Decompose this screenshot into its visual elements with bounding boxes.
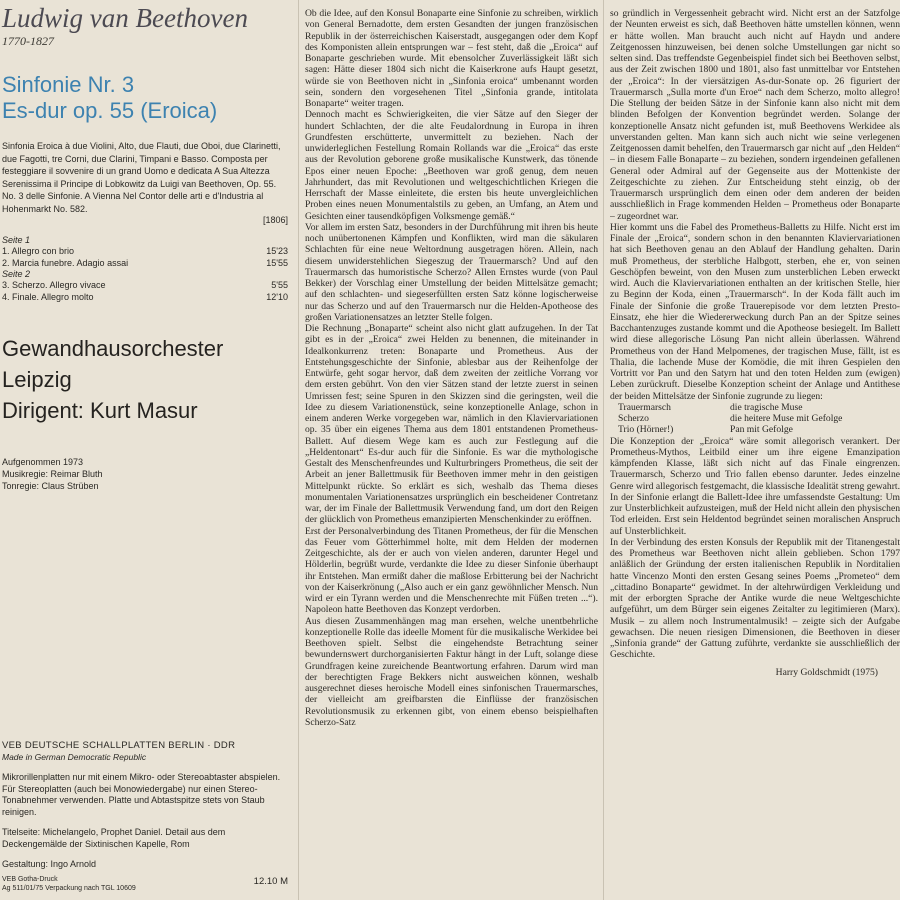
- paragraph: Dennoch macht es Schwierigkeiten, die vier Sätze auf den Sieger der hundert Schlachten, der die alte Feudalordnung in Europa in ihren Grundfesten erschütterte, unvermittelt zu beziehen. Nach der unwiderleglichen Festellung Romain Rollands war die „Eroica“ das erste aus der Revolution geborene große musikalische Kunstwerk, das tönende Epos einer neuen Epoche: „Beethoven war groß genug, dem neuen Jahrhundert, das mit Revolutionen und weltgeschichtlichen Kriegen die Herrschaft der Masse einleitete, die ersten bis heute unvergleichlichen Proben eines neuen Monumentalstils zu geben, an Umfang, an Atem und Gesichten einer tausendköpfigen Volksmenge gemäß.“: [305, 109, 598, 222]
- liner-notes-part-1: [305, 8, 598, 728]
- publication-year: [1806]: [262, 215, 288, 225]
- paragraph: Hier kommt uns die Fabel des Prometheus-Balletts zu Hilfe. Nicht erst im Finale der „Eroica“, sondern schon in den benannten Klaviervariationen hat sich Beethoven genau an den Ablauf der Handlung gehalten. Darin muß Prometheus, der sterbliche Halbgott, sterben, ehe er, von seinen Geschöpfen beweint, von den Musen zum unsterblichen Leben erweckt wird. Auch die Klaviervariationen enthalten an der kritischen Stelle, hier zu Beginn der Koda, einen „Trauermarsch“. In der Koda fällt auch im Finale der Sinfonie die große Trauerepisode vor dem letzten Presto-Einsatz, ehe hier die Wiedererweckung durch Pan an der Spitze seines Bacchantenzuges zustande kommt und die Apotheose besiegelt. Im Ballett wird diese allegorische Lösung Pan nicht allein überlassen. Während Prometheus von der Hand Melpomenes, der tragischen Muse, fällt, ist es Thalia, die lachende Muse der Komödie, die mit ihren Gespielen den Vortritt vor Pan und den Satyrn hat und den toten Helden zum (ewigen) Leben zurückruft. Dieselbe Konzeption scheint der Anlage und Antithese der beiden Mittelsätze der Sinfonie zugrunde zu liegen:: [610, 221, 900, 402]
- credit-line: Aufgenommen 1973: [2, 457, 84, 467]
- paragraph: Die Konzeption der „Eroica“ wäre somit allegorisch verankert. Der Prometheus-Mythos, Leitbild einer um ihre eigene Emanzipation kämpfenden Klasse, läßt sich nicht auf das Finale eingrenzen. Trauermarsch, Scherzo und Trio fallen ebenso darunter. Jedes einzelne Genre wird allegorisch festgemacht, die klassische Idealität streng gewahrt. In der Sinfonie erlangt die Ballett-Idee ihre umfassendste Gestaltung: Um zur Unsterblichkeit aufzusteigen, muß der Held nicht allein den physischen Tod erleiden. Erst sein Heldentod begründet seinen moralischen Anspruch auf Unsterblichkeit.: [610, 435, 900, 537]
- track-row: [2, 246, 288, 258]
- column-divider: [298, 0, 299, 900]
- catalog-number: 12.10 M: [253, 876, 288, 887]
- side-1-label: Seite 1: [2, 235, 31, 245]
- track-duration: 15'55: [266, 257, 288, 268]
- track-duration: 5'55: [271, 280, 288, 290]
- printer: VEB Gotha-Druck: [2, 876, 58, 883]
- cover-image-credit: Titelseite: Michelangelo, Prophet Daniel. Detail aus dem Deckengemälde der Sixtinischen Kapelle, Rom: [2, 827, 226, 849]
- performers: [2, 333, 292, 426]
- track-title: 4. Finale. Allegro molto: [2, 291, 94, 302]
- paragraph: Erst der Personalverbindung des Titanen Prometheus, der für die Menschen das Feuer vom Götterhimmel holte, mit dem Helden der modernen Zeitgeschichte, als der er auch von vielen anderen, darunter Hegel und Hölderlin, begrüßt wurde, verdankte die Idee zu dieser Sinfonie überhaupt ihr Entstehen. Man ermißt daher die maßlose Erbitterung bei der Nachricht von der Kaiserkrönung („Also auch er ein ganz gewöhnlicher Mensch. Nun wird er ein Tyrann werden und die Menschenrechte mit Füßen treten ...“). Napoleon hatte Beethoven das Konzept verdorben.: [305, 525, 598, 616]
- design-credit: Gestaltung: Ingo Arnold: [2, 859, 97, 869]
- record-company: VEB DEUTSCHE SCHALLPLATTEN BERLIN · DDR: [2, 740, 236, 751]
- paragraph: Aus diesen Zusammenhängen mag man ersehen, welche unentbehrliche konzeptionelle Rolle das ideelle Moment für die musikalische Werkidee bei Beethoven spielt. Selbst die eingehendste Betrachtung seiner bewundernswert durchorganisierten Faktur hängt in der Luft, solange diese Grundfragen keine zureichende Beantwortung erfahren. Darum wird man der berechtigten Frage Bekkers nicht ausweichen können, weshalb ausgerechnet dieses heroische Modell eines sinfonischen Trauermarsches, der vielleicht am greifbarsten die Einflüsse der französischen Revolutionsmusik zu erkennen gibt, von einem ebenso beispielhaften Scherzo-Satz: [305, 615, 598, 728]
- left-column: [0, 0, 292, 900]
- right-column: [610, 0, 900, 900]
- paragraph: In der Verbindung des ersten Konsuls der Republik mit der Titanengestalt des Prometheus war Beethoven nicht allein geblieben. Schon 1797 anläßlich der Gründung der ersten italienischen Republik in Norditalien hatte Vincenzo Monti den ersten Gesang seines Poems „Prometeo“ dem „cittadino Bonaparte“ gewidmet. In der altehrwürdigen Verkleidung und mit der erborgten Sprache der Antike wurde die neue Weltgeschichte aufgeführt, um dem Bürger sein eigenes Zeitalter zu legitimieren (Marx). Musik – zu allem noch Instrumentalmusik! – zeigte sich der Aufgabe gewachsen. Die neuen riesigen Dimensionen, die Beethoven in dieser „Sinfonia grande“ der Gattung zuführte, verdankte sie ausschließlich der Geschichte.: [610, 536, 900, 661]
- column-divider: [603, 0, 604, 900]
- track-row: [2, 292, 288, 304]
- orchestra-line-1: Gewandhausorchester: [2, 336, 224, 361]
- track-row: [2, 258, 288, 270]
- paragraph: so gründlich in Vergessenheit gebracht wird. Nicht erst an der Satzfolge der Neunten erweist es sich, daß Beethoven hätte umstellen können, wenn er hätte wollen. Man braucht auch nicht auf Haydn und andere Zeitgenossen hinzuweisen, bei denen solche Umstellungen gar nicht so selten sind. Das treffendste Gegenbeispiel findet sich bei Beethoven selbst, aus der Zeit zwischen 1800 und 1801, also fast unmittelbar vor Entstehen der „Eroica“: In der viersätzigen As-dur-Sonate op. 26 figuriert der Trauermarsch „Sulla morte d'un Eroe“ nach dem Scherzo, molto allegro! Die Stellung der beiden Sätze in der Sinfonie kann also nicht mit dem blinden Befolgen der Konvention begründet werden. Solange der konzeptionelle Ansatz nicht gefunden ist, muß Beethovens Werkidee als unverstanden gelten. Man kann sich auch nicht wie seine verlegenen Zeitgenossen damit behelfen, den Trauermarsch gar nicht auf „den Helden“ – in diesem Falle Bonaparte – zu beziehen, sondern irgendeinen gefallenen General oder Admiral auf der Gegenseite aus der Mottenkiste der Zeitgeschichte zu ziehen. Zur Entscheidung steht einzig, ob der Trauermarsch ursprünglich dem einen oder dem anderen der beiden ausschließlich in Frage kommenden Helden – Prometheus oder Bonaparte – zugeordnet war.: [610, 8, 900, 222]
- made-in: Made in German Democratic Republic: [2, 751, 147, 762]
- playback-note: Mikrorillenplatten nur mit einem Mikro- oder Stereoabtaster abspielen. Für Stereoplatten (auch bei Monowiedergabe) nur einen Stereo-Tonabnehmer verwenden. Platte und Abtastspitze stets von Staub reinigen.: [2, 772, 281, 817]
- scheme-row: Trauermarsch die tragische Muse: [618, 401, 803, 413]
- track-title: 2. Marcia funebre. Adagio assai: [2, 257, 129, 268]
- composer-dates: 1770-1827: [2, 34, 54, 48]
- orchestra-line-2: Leipzig: [2, 367, 72, 392]
- licence-code: Ag 511/01/75 Verpackung nach TGL 10609: [2, 884, 136, 892]
- liner-notes-part-2: [610, 8, 900, 678]
- paragraph: Die Rechnung „Bonaparte“ scheint also nicht glatt aufzugehen. In der Tat gibt es in der „Eroica“ zwei Helden zu benennen, die miteinander in Idealkonkurrenz treten: Bonaparte und Prometheus. Aus der Entstehungsgeschichte der Sinfonie, ablesbar aus der Reihenfolge der Entwürfe, geht sogar hervor, daß dem zweiten der zeitliche Vorrang vor dem ersten gebührt. Von den vier Sätzen stand der letzte zuerst in seinen Umrissen fest; seine Spuren in den Skizzen sind die geringsten, weil die Idee zu diesem Variationenstück, seine konzeptionelle Anlage, schon in einem anderen Werke vorgegeben war, nämlich in den Klaviervariationen op. 35 über ein eigenes Thema aus dem 1801 entstandenen Prometheus-Ballett. Auf diesem Wege kam es auch zur Festlegung auf die „Heldentonart“ Es-dur auch für die Sinfonie. Es war die mythologische Gestalt des Menschenfreundes und Kulturbringers Prometheus, die seit der Arbeit an jener Ballettmusik für Beethoven immer mehr in den geistigen Mittelpunkt rückte. So erklärt es sich, weshalb das Thema dieses monumentalen Variationensatzes ursprünglich ein bescheidener Contretanz war, der im Finale der Ballettmusik Verwendung fand, um dort den Reigen der glücklich von Prometheus emanzipierten Menschenkinder zu eröffnen.: [305, 323, 598, 526]
- scheme-row: Trio (Hörner!) Pan mit Gefolge: [618, 424, 793, 436]
- side-2-label: Seite 2: [2, 269, 31, 279]
- movement-scheme: [618, 402, 900, 436]
- author-signature: Harry Goldschmidt (1975): [775, 666, 878, 678]
- work-key: Es-dur op. 55 (Eroica): [2, 98, 218, 123]
- label-info: [2, 740, 290, 871]
- conductor-line: Dirigent: Kurt Masur: [2, 398, 198, 423]
- paragraph: Vor allem im ersten Satz, besonders in der Durchführung mit ihren bis heute noch unübertonenen Kämpfen und Konflikten, wird man die säkularen Schlachten für eine neue Weltordnung ausgetragen hören. Allein, nach diesem unwiderstehlichen Siegeszug der Trauermarsch? Und auf den Trauermarsch das humoristische Scherzo? Allen Ernstes wurde (von Paul Bekker) der Vorschlag einer Umstellung der beiden Mittelsätze gemacht; auf den schlachten- und siegeserfüllten ersten Satz könne logischerweise nur das Scherzo und auf den Trauermarsch nur die Helden-Apotheose des großen Variationensatzes an letzter Stelle folgen.: [305, 221, 598, 323]
- print-footer: [2, 876, 288, 893]
- scheme-row: Scherzo die heitere Muse mit Gefolge: [618, 413, 843, 424]
- credit-line: Musikregie: Reimar Bluth: [2, 469, 103, 479]
- track-title: 1. Allegro con brio: [2, 246, 75, 256]
- composer-name: Ludwig van Beethoven: [2, 3, 248, 33]
- middle-column: [305, 0, 598, 900]
- track-duration: 12'10: [266, 291, 288, 302]
- paragraph: Ob die Idee, auf den Konsul Bonaparte eine Sinfonie zu schreiben, wirklich von General Bernadotte, dem ersten Gesandten der jungen französischen Republik in der österreichischen Kaiserstadt, ausgegangen oder dem Kopf des Komponisten allein entsprungen war – fest steht, daß die „Eroica“ auf Bonaparte geschrieben wurde. Mit ebensolcher Zuverlässigkeit läßt sich sagen: Hätte dieser 1804 sich nicht die Kaiserkrone aufs Haupt gesetzt, würde sie von Beethoven nicht in „Sinfonia eroica“ umbenannt worden sein, sondern den vorgesehenen Titel „Sinfonia grande, intitolata Bonaparte“ weiter tragen.: [305, 8, 598, 109]
- track-row: [2, 280, 288, 292]
- track-duration: 15'23: [266, 246, 288, 256]
- work-title: Sinfonie Nr. 3: [2, 72, 135, 97]
- recording-credits: [2, 456, 292, 492]
- credit-line: Tonregie: Claus Strüben: [2, 481, 99, 491]
- dedication-text: Sinfonia Eroica à due Violini, Alto, due Flauti, due Oboi, due Clarinetti, due Fagotti, tre Corni, due Clarini, Timpani e Basso. Composta per festeggiare il sovvenire di un grand Uomo e dedicata A Sua Altezza Serenissima il Principe di Lobkowitz da Luigi van Beethoven, Op. 55. No. 3 delle Sinfonie. A Vienna Nel Contor delle arti e d'Industria al Hohenmarkt No. 582.: [2, 141, 281, 214]
- track-title: 3. Scherzo. Allegro vivace: [2, 280, 106, 290]
